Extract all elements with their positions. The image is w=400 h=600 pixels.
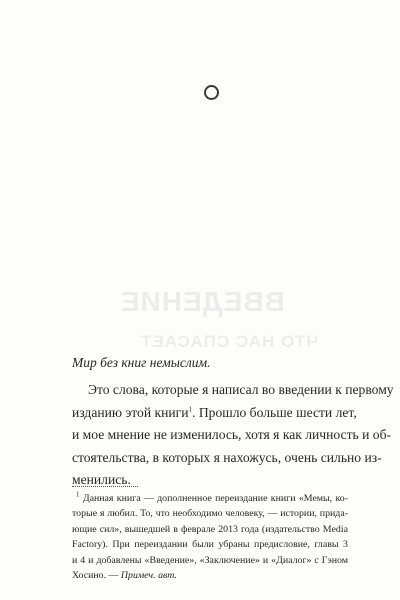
footnote-marker: 1 [76,490,80,499]
epigraph: Мир без книг немыслим. [72,355,211,370]
show-through-subheading: ЧТО НАС СПАСАЕТ [140,332,319,351]
body-line: изданию этой книги$^1$. Прошло больше шести лет, [72,404,357,420]
footnote-line: $^1$ Данная книга — дополненное переиздание книги «Мемы, ко- [76,490,349,504]
footnote [72,491,348,583]
body-line: менились. [72,472,131,487]
footnote-line: и 4 и добавлены «Введение», «Заключение» и «Диалог» с Гэном [72,554,348,566]
author-note: Примеч. авт. [120,570,178,582]
body-line: Это слова, которые я написал во введении к первому [88,382,394,397]
show-through-heading: ВВЕДЕНИЕ [120,286,285,317]
footnote-reference: 1 [188,404,193,413]
body-line: и мое мнение не изменилось, хотя я как личность и об- [72,427,392,442]
footnote-line: торые я любил. То, что необходимо человеку, — истории, прида- [72,508,348,520]
body-line: стоятельства, в которых я нахожусь, очень сильно из- [72,449,382,465]
body-paragraph [72,379,394,492]
binding-hole-icon [204,85,219,100]
footnote-line: ющие сил», вышедшей в феврале 2013 года (издательство Media [72,523,348,535]
footnote-divider [72,486,138,487]
footnote-line: Хосино. — Примеч. авт. [72,570,178,582]
footnote-line: Factory). При переиздании были убраны предисловие, главы 3 [72,539,348,551]
